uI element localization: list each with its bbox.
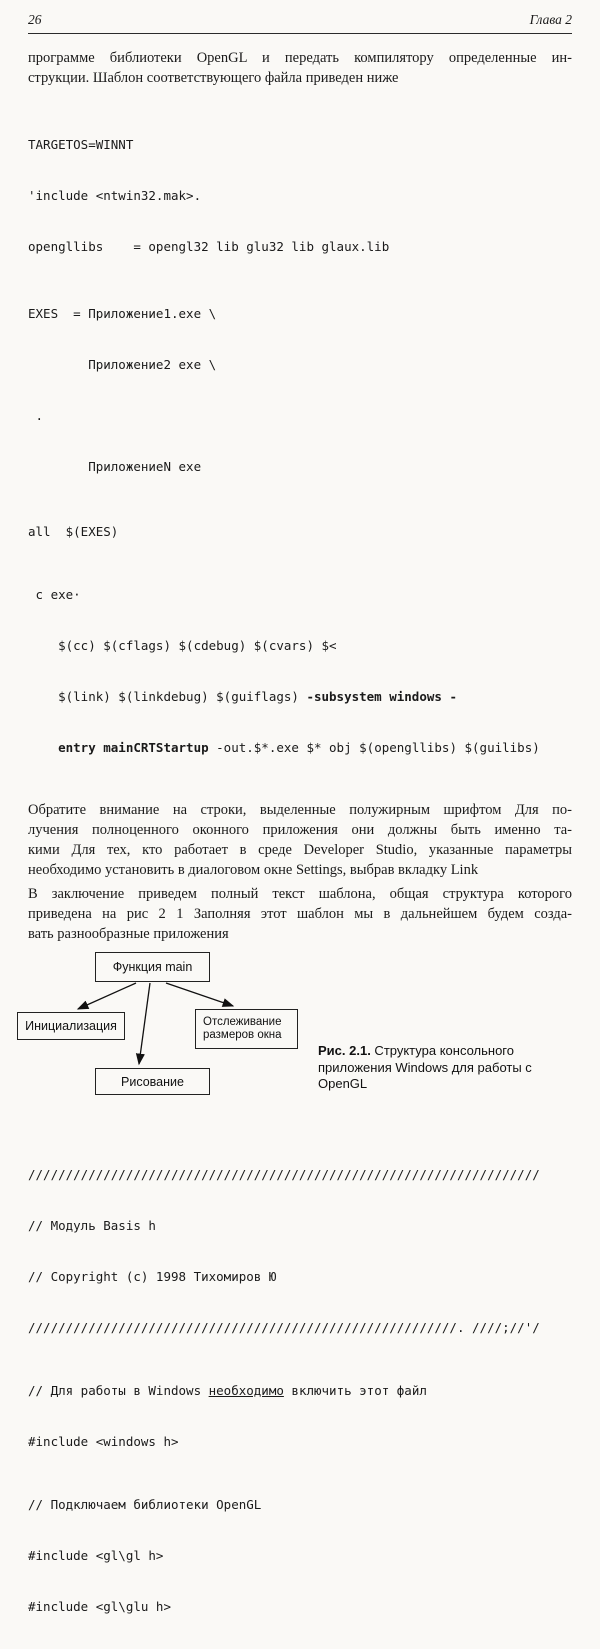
code-line: ПриложениеN exe [28,459,202,474]
intro-paragraph [28,48,572,88]
code-line: EXES = Приложение1.exe \ [28,306,217,321]
figure-caption-text: Структура консольного приложения Windows для работы с OpenGL [318,1043,532,1091]
figure-caption [318,1043,553,1093]
diagram-box-resize [195,1009,298,1049]
code-line: c exe· [28,587,81,602]
comment-copyright: // Copyright (c) 1998 Тихомиров Ю [28,1269,277,1284]
paragraph-line: вать разнообразные приложения [28,926,229,942]
code-line: all $(EXES) [28,524,119,539]
code-segment: $(link) $(linkdebug) $(guiflags) [28,689,307,704]
diagram-box-init: Инициализация [17,1012,125,1040]
note-paragraph [28,800,572,880]
paragraph-line: приведена на рис 2 1 Заполняя этот шаблон мы в дальнейшем будем созда- [28,906,572,922]
diagram-box-main: Функция main [95,952,210,982]
flow-diagram [0,946,600,1128]
include-windows: #include <windows h> [28,1434,179,1449]
code-segment-bold: entry mainCRTStartup [28,740,209,755]
page-number: 26 [28,12,42,27]
comment-module: // Модуль Basis h [28,1218,156,1233]
code-line: 'include <ntwin32.mak>. [28,188,202,203]
code-line [28,688,572,705]
code-segment: -out.$*.exe $* obj $(opengllibs) $(guilibs) [208,740,540,755]
figure-caption-label: Рис. 2.1. [318,1043,371,1058]
page-header [28,12,572,34]
comment-line: // Подключаем библиотеки OpenGL [28,1497,262,1512]
paragraph-line: струкции. Шаблон соответствующего файла приведен ниже [28,70,399,86]
comment-segment-underlined: необходимо [208,1383,284,1398]
comment-segment: // Для работы в Windows [28,1383,209,1398]
source-code-block [28,1132,572,1649]
diagram-box-resize-line: размеров окна [203,1029,282,1041]
comment-divider: //////////////////////////////////////////////////////////////////// [28,1167,540,1182]
chapter-heading: Глава 2 [529,12,572,27]
paragraph-line: необходимо установить в диалоговом окне Settings, выбрав вкладку Link [28,862,479,878]
paragraph-line: лучения полноценного оконного приложения они должны быть именно та- [28,822,572,838]
paragraph-line: В заключение приведем полный текст шаблона, общая структура которого [28,886,572,902]
code-line: $(cc) $(cflags) $(cdebug) $(cvars) $< [28,638,337,653]
comment-line [28,1382,572,1399]
diagram-box-draw: Рисование [95,1068,210,1095]
comment-divider: /////////////////////////////////////////////////////////. ////;//'/ [28,1320,540,1335]
code-line [28,739,572,756]
paragraph-line: кими Для тех, кто работает в среде Developer Studio, указанные параметры [28,842,572,858]
conclusion-paragraph [28,884,572,944]
code-line: Приложение2 exe \ [28,357,217,372]
paragraph-line: Обратите внимание на строки, выделенные полужирным шрифтом Для по- [28,802,572,818]
comment-segment: включить этот файл [283,1383,427,1398]
include-glu: #include <gl\glu h> [28,1599,171,1614]
code-line-ellipsis: . [28,408,44,423]
diagram-box-resize-line: Отслеживание [203,1015,282,1028]
makefile-code-block [28,102,572,790]
code-segment-bold: -subsystem windows - [306,689,457,704]
code-line: opengllibs = opengl32 lib glu32 lib glaux.lib [28,239,390,254]
code-line: TARGETOS=WINNT [28,137,134,152]
paragraph-line: программе библиотеки OpenGL и передать компилятору определенные ин- [28,50,572,66]
include-gl: #include <gl\gl h> [28,1548,164,1563]
